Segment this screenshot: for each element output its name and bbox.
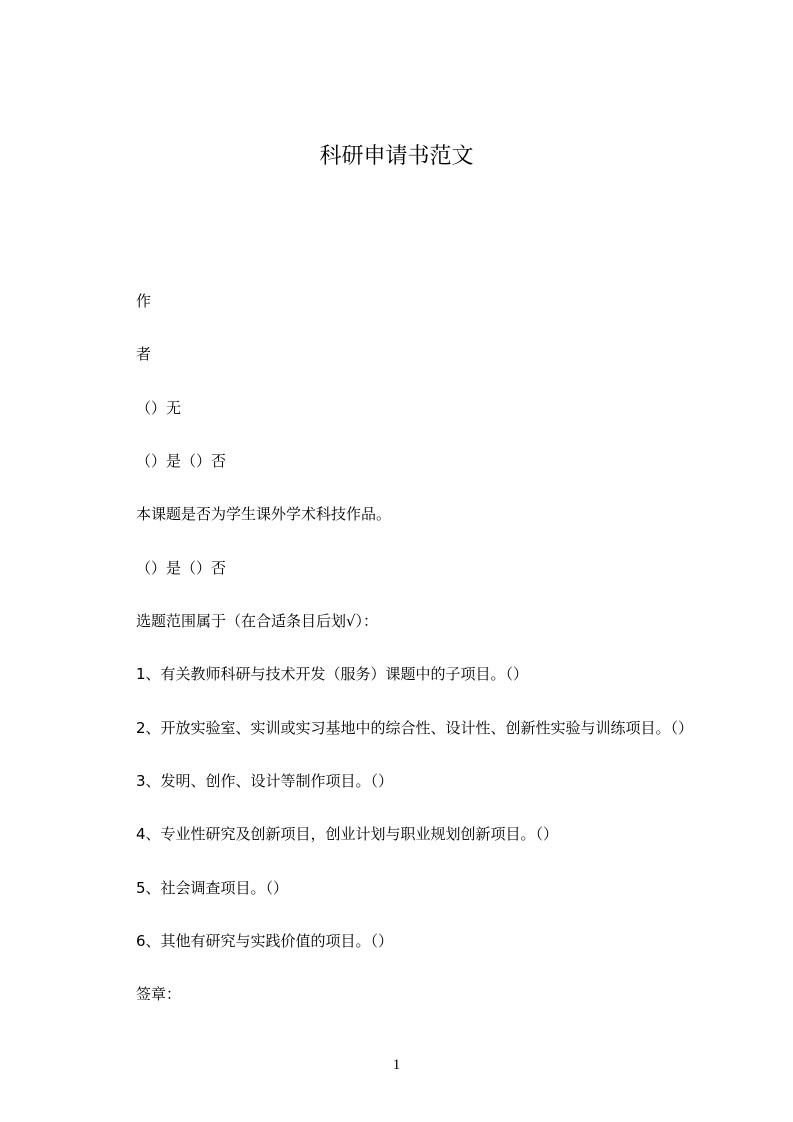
document-title: 科研申请书范文 <box>319 144 474 169</box>
option-none: （）无 <box>136 399 182 417</box>
option-yes-no-1: （）是（）否 <box>136 452 227 470</box>
topic-scope-heading: 选题范围属于（在合适条目后划√）： <box>136 612 379 630</box>
option-yes-no-2: （）是（）否 <box>136 559 227 577</box>
question-student-work: 本课题是否为学生课外学术科技作品。 <box>136 505 392 523</box>
topic-item-6: 6、其他有研究与实践价值的项目。（） <box>136 932 394 950</box>
topic-item-1: 1、有关教师科研与技术开发（服务）课题中的子项目。（） <box>136 665 529 683</box>
signature-label: 签章： <box>136 985 182 1003</box>
author-label-char-2: 者 <box>136 345 152 363</box>
topic-item-4: 4、专业性研究及创新项目，创业计划与职业规划创新项目。（） <box>136 825 559 843</box>
topic-item-2: 2、开放实验室、实训或实习基地中的综合性、设计性、创新性实验与训练项目。（） <box>136 719 694 737</box>
page-number: 1 <box>392 1057 401 1073</box>
author-label-char-1: 作 <box>136 292 152 310</box>
topic-item-3: 3、发明、创作、设计等制作项目。（） <box>136 772 394 790</box>
topic-item-5: 5、社会调查项目。（） <box>136 879 289 897</box>
